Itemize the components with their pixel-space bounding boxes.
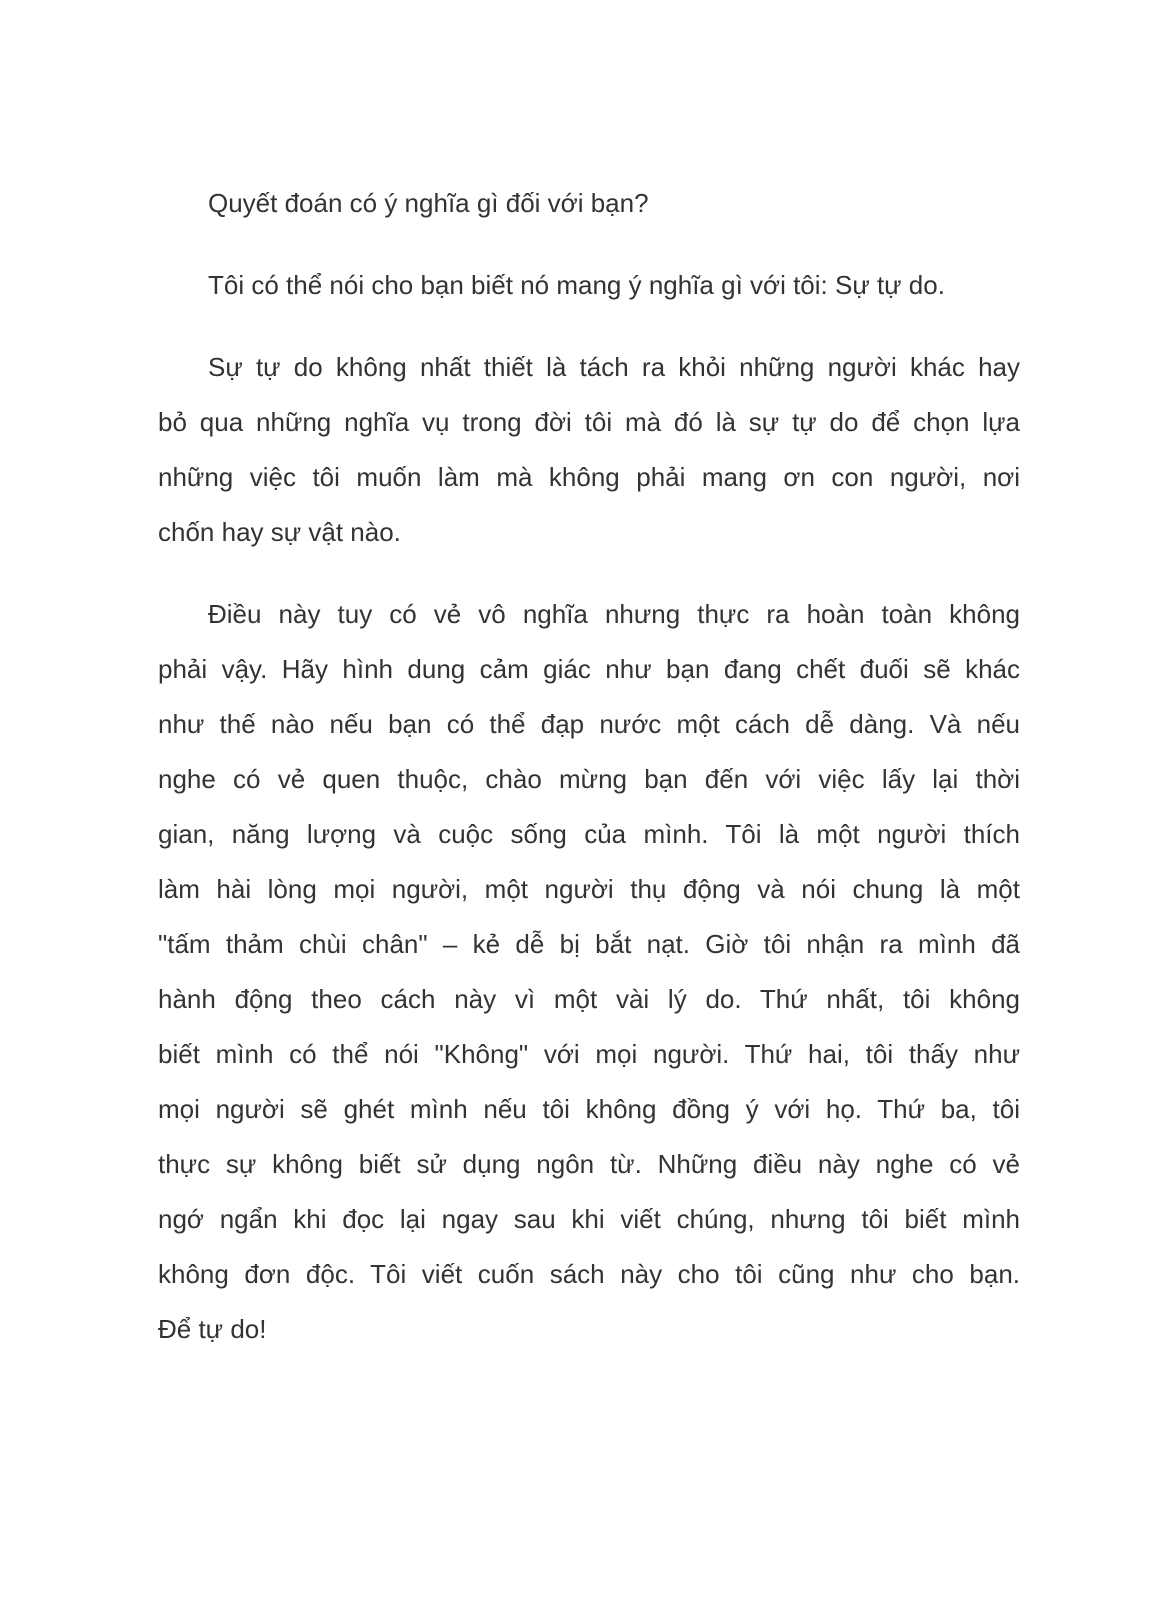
paragraph <box>158 587 1020 1357</box>
text-line: Quyết đoán có ý nghĩa gì đối với bạn? <box>208 188 649 218</box>
text-line: hành động theo cách này vì một vài lý do. Thứ nhất, tôi không <box>158 984 1020 1014</box>
paragraph <box>158 258 1020 313</box>
text-line: chốn hay sự vật nào. <box>158 517 401 547</box>
text-line: phải vậy. Hãy hình dung cảm giác như bạn đang chết đuối sẽ khác <box>158 654 1020 684</box>
text-line: Điều này tuy có vẻ vô nghĩa nhưng thực ra hoàn toàn không <box>208 599 1020 629</box>
text-line: "tấm thảm chùi chân" – kẻ dễ bị bắt nạt. Giờ tôi nhận ra mình đã <box>158 929 1020 959</box>
text-line: ngớ ngẩn khi đọc lại ngay sau khi viết chúng, nhưng tôi biết mình <box>158 1204 1020 1234</box>
paragraph <box>158 340 1020 560</box>
text-line: như thế nào nếu bạn có thể đạp nước một cách dễ dàng. Và nếu <box>158 709 1020 739</box>
text-line: gian, năng lượng và cuộc sống của mình. Tôi là một người thích <box>158 819 1020 849</box>
text-line: những việc tôi muốn làm mà không phải mang ơn con người, nơi <box>158 462 1020 492</box>
text-line: làm hài lòng mọi người, một người thụ động và nói chung là một <box>158 874 1020 904</box>
text-line: Tôi có thể nói cho bạn biết nó mang ý nghĩa gì với tôi: Sự tự do. <box>208 270 945 300</box>
document-body <box>158 176 1020 1384</box>
text-line: không đơn độc. Tôi viết cuốn sách này cho tôi cũng như cho bạn. <box>158 1259 1020 1289</box>
text-line: biết mình có thể nói "Không" với mọi người. Thứ hai, tôi thấy như <box>158 1039 1020 1069</box>
text-line: nghe có vẻ quen thuộc, chào mừng bạn đến với việc lấy lại thời <box>158 764 1020 794</box>
text-line: Để tự do! <box>158 1314 267 1344</box>
paragraph <box>158 176 1020 231</box>
text-line: Sự tự do không nhất thiết là tách ra khỏi những người khác hay <box>208 352 1020 382</box>
text-line: thực sự không biết sử dụng ngôn từ. Những điều này nghe có vẻ <box>158 1149 1020 1179</box>
text-line: bỏ qua những nghĩa vụ trong đời tôi mà đó là sự tự do để chọn lựa <box>158 407 1020 437</box>
text-line: mọi người sẽ ghét mình nếu tôi không đồng ý với họ. Thứ ba, tôi <box>158 1094 1020 1124</box>
